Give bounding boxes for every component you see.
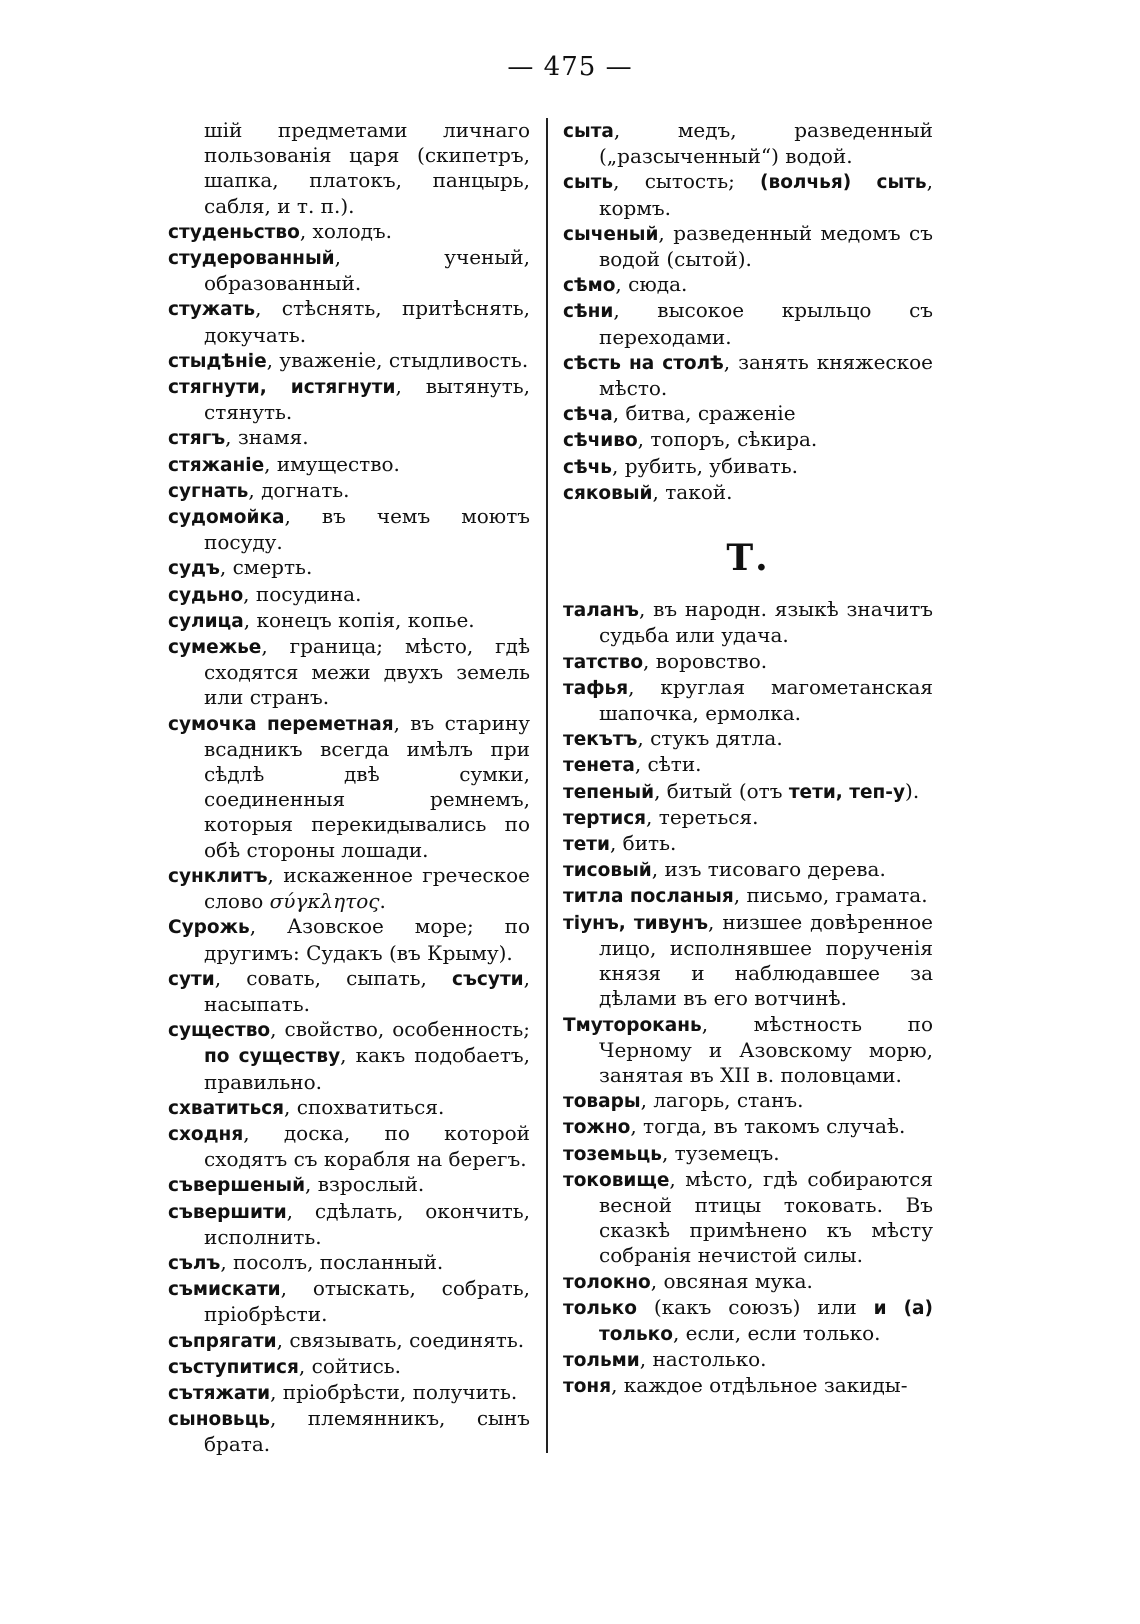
dictionary-entry bbox=[563, 1088, 933, 1114]
entry-subdefinition: , кормъ. bbox=[599, 169, 933, 220]
entry-subdefinition: , какъ подобаетъ, правильно. bbox=[204, 1043, 530, 1094]
dictionary-entry bbox=[168, 1121, 530, 1172]
entry-headword: толокно bbox=[563, 1271, 651, 1293]
column-divider bbox=[546, 118, 548, 1453]
entry-headword: татство bbox=[563, 651, 644, 673]
entry-definition: , тереться. bbox=[646, 804, 759, 829]
dictionary-entry bbox=[563, 480, 933, 506]
entry-definition: , вытянуть, стянуть. bbox=[204, 374, 530, 425]
dictionary-entry bbox=[563, 1012, 933, 1089]
right-column bbox=[563, 118, 933, 1400]
entry-headword: сугнать bbox=[168, 480, 249, 502]
entry-headword: съмискати bbox=[168, 1279, 281, 1301]
entry-headword: тенета bbox=[563, 755, 635, 777]
entry-headword: сѣмо bbox=[563, 275, 616, 297]
entry-definition: , пріобрѣсти, получить. bbox=[270, 1379, 518, 1404]
dictionary-entry bbox=[168, 478, 530, 504]
dictionary-entry bbox=[168, 1250, 530, 1276]
entry-headword: съпрягати bbox=[168, 1330, 277, 1352]
entry-definition: , высокое крыльцо съ переходами. bbox=[599, 298, 933, 349]
dictionary-entry bbox=[563, 726, 933, 752]
entry-headword: студеньство bbox=[168, 221, 300, 243]
dictionary-entry bbox=[168, 374, 530, 425]
dictionary-entry bbox=[168, 711, 530, 863]
entry-subdefinition: , насыпать. bbox=[204, 965, 530, 1016]
entry-definition: шій предметами личнаго пользованія царя (скипетръ, шапка, платокъ, панцырь, сабля, и т. п.). bbox=[204, 118, 530, 218]
entry-headword: сѣчиво bbox=[563, 430, 638, 452]
entry-definition: , круглая магометанская шапочка, ермолка. bbox=[599, 674, 933, 726]
entry-headword: таланъ bbox=[563, 600, 639, 622]
entry-definition: , настолько. bbox=[639, 1347, 767, 1372]
dictionary-entry bbox=[168, 118, 530, 219]
entry-definition: , искаженное греческое слово bbox=[204, 862, 530, 914]
entry-headword: сыта bbox=[563, 121, 614, 142]
entry-definition: , посудина. bbox=[243, 581, 362, 606]
entry-definition: , лагорь, станъ. bbox=[640, 1088, 804, 1113]
dictionary-entry bbox=[563, 454, 933, 480]
dictionary-entry bbox=[563, 831, 933, 857]
entry-definition: , мѣсто, гдѣ собираются весной птицы токовать. Въ сказкѣ примѣнено къ мѣсту собранія нечистой силы. bbox=[599, 1166, 933, 1268]
entry-headword: сумежье bbox=[168, 637, 262, 659]
entry-headword: студерованный bbox=[168, 248, 335, 270]
entry-headword: токовище bbox=[563, 1169, 670, 1191]
dictionary-entry bbox=[563, 118, 933, 169]
entry-headword: титла посланыя bbox=[563, 886, 734, 908]
entry-definition: , сѣти. bbox=[634, 752, 702, 777]
entry-headword: съвершити bbox=[168, 1201, 287, 1223]
dictionary-entry bbox=[168, 966, 530, 1017]
entry-definition: , сойтись. bbox=[298, 1353, 402, 1378]
entry-headword: сѣсть на столѣ bbox=[563, 352, 724, 374]
entry-subheadword: (волчья) сыть bbox=[760, 172, 927, 194]
entry-definition: , топоръ, сѣкира. bbox=[637, 427, 818, 452]
entry-definition: , воровство. bbox=[643, 648, 768, 673]
entry-headword: сътяжати bbox=[168, 1382, 271, 1404]
entry-definition: , взрослый. bbox=[305, 1172, 425, 1197]
entry-headword: Тмуторокань bbox=[563, 1014, 702, 1036]
dictionary-entry bbox=[563, 1114, 933, 1140]
entry-headword: сулица bbox=[168, 610, 244, 632]
entry-definition: , имущество. bbox=[264, 451, 400, 476]
entry-headword: тольми bbox=[563, 1350, 640, 1372]
entry-definition-tail: . bbox=[379, 889, 386, 914]
entry-headword: съступитися bbox=[168, 1356, 299, 1378]
entry-headword: сыченый bbox=[563, 223, 659, 245]
dictionary-entry bbox=[168, 452, 530, 478]
dictionary-entry bbox=[563, 883, 933, 909]
entry-headword: сѣча bbox=[563, 404, 613, 426]
entry-headword: тертися bbox=[563, 807, 647, 829]
dictionary-entry bbox=[563, 1347, 933, 1373]
entry-headword: Сурожь bbox=[168, 917, 250, 939]
entry-headword: тисовый bbox=[563, 860, 652, 882]
entry-headword: стягъ bbox=[168, 428, 226, 450]
dictionary-entry bbox=[563, 350, 933, 401]
dictionary-entry bbox=[168, 348, 530, 374]
entry-headword: тафья bbox=[563, 677, 629, 699]
entry-headword: сѣчь bbox=[563, 456, 612, 478]
entry-definition: , тогда, въ такомъ случаѣ. bbox=[630, 1114, 906, 1139]
entry-definition: , письмо, грамата. bbox=[733, 883, 928, 908]
entry-definition: , въ чемъ моютъ посуду. bbox=[204, 504, 530, 555]
entry-definition: , сюда. bbox=[615, 272, 688, 297]
dictionary-entry bbox=[563, 857, 933, 883]
dictionary-entry bbox=[563, 298, 933, 349]
entry-headword: сѣни bbox=[563, 301, 614, 323]
dictionary-entry bbox=[563, 649, 933, 675]
dictionary-entry bbox=[168, 582, 530, 608]
entry-definition: , сытость; bbox=[613, 169, 761, 194]
entry-definition: , свойство, особенность; bbox=[270, 1017, 530, 1042]
entry-subheadword: тети, теп-у bbox=[788, 781, 906, 803]
dictionary-entry bbox=[563, 1295, 933, 1347]
entry-subheadword: и (а) только bbox=[599, 1297, 933, 1345]
dictionary-entry bbox=[168, 1354, 530, 1380]
entry-headword: судъ bbox=[168, 558, 220, 580]
entry-definition: , совать, сыпать, bbox=[214, 965, 453, 990]
dictionary-entry bbox=[168, 1276, 530, 1327]
dictionary-entry bbox=[563, 675, 933, 726]
entry-headword: сунклитъ bbox=[168, 865, 268, 887]
entry-definition: , такой. bbox=[652, 479, 733, 504]
dictionary-entry bbox=[563, 779, 933, 805]
entry-headword: сълъ bbox=[168, 1252, 221, 1274]
entry-headword: тепеный bbox=[563, 781, 655, 803]
dictionary-entry bbox=[168, 1328, 530, 1354]
dictionary-entry bbox=[563, 805, 933, 831]
entry-headword: сыновьць bbox=[168, 1409, 271, 1431]
entry-definition: , туземецъ. bbox=[661, 1140, 780, 1165]
entry-definition: , рубить, убивать. bbox=[611, 453, 798, 478]
dictionary-entry bbox=[563, 1269, 933, 1295]
entry-definition: , знамя. bbox=[225, 425, 309, 450]
entry-definition: , каждое отдѣльное закиды- bbox=[611, 1373, 908, 1398]
entry-headword: текътъ bbox=[563, 729, 638, 751]
dictionary-entry bbox=[168, 634, 530, 711]
entry-definition: , спохватиться. bbox=[284, 1094, 445, 1119]
entry-definition: , занять княжеское мѣсто. bbox=[599, 349, 933, 401]
entry-subdefinition: , если, если только. bbox=[672, 1320, 881, 1345]
entry-definition: , доска, по которой сходятъ съ корабля на берегъ. bbox=[204, 1120, 530, 1172]
entry-headword: тіунъ, тивунъ bbox=[563, 912, 709, 934]
dictionary-entry bbox=[563, 221, 933, 272]
entry-definition: , сдѣлать, окончить, исполнить. bbox=[204, 1198, 530, 1249]
dictionary-entry bbox=[563, 1167, 933, 1269]
entry-definition: , стѣснять, притѣснять, докучать. bbox=[204, 296, 530, 347]
dictionary-entry bbox=[168, 914, 530, 965]
dictionary-entry bbox=[168, 1017, 530, 1095]
entry-headword: существо bbox=[168, 1020, 271, 1042]
entry-subheadword: по существу bbox=[204, 1046, 341, 1068]
dictionary-entry bbox=[168, 863, 530, 914]
entry-definition: , медъ, разведенный („разсыченный“) водой. bbox=[599, 118, 933, 169]
dictionary-entry bbox=[168, 1095, 530, 1121]
letter-heading: Т. bbox=[726, 537, 770, 580]
entry-headword: тоня bbox=[563, 1376, 612, 1398]
entry-definition: , въ старину всадникъ всегда имѣлъ при сѣдлѣ двѣ сумки, соединенныя ремнемъ, которыя перекидывались по обѣ стороны лошади. bbox=[204, 710, 530, 862]
dictionary-entry bbox=[563, 597, 933, 648]
right-column-bottom bbox=[563, 597, 933, 1399]
entry-headword: тожно bbox=[563, 1117, 631, 1139]
entry-definition: , догнать. bbox=[248, 477, 350, 502]
dictionary-entry bbox=[168, 296, 530, 347]
entry-definition: , разведенный медомъ съ водой (сытой). bbox=[599, 220, 933, 272]
entry-definition: (какъ союзъ) или bbox=[636, 1294, 874, 1319]
entry-headword: судьно bbox=[168, 584, 244, 606]
entry-headword: сути bbox=[168, 968, 215, 990]
entry-definition: , уваженіе, стыдливость. bbox=[266, 347, 529, 372]
dictionary-entry bbox=[168, 1406, 530, 1457]
left-column bbox=[168, 118, 530, 1458]
dictionary-entry bbox=[168, 245, 530, 296]
entry-definition: , связывать, соединять. bbox=[276, 1327, 525, 1352]
dictionary-entry bbox=[168, 1380, 530, 1406]
entry-headword: сумочка переметная bbox=[168, 713, 394, 735]
entry-definition: , холодъ. bbox=[299, 218, 393, 243]
dictionary-entry bbox=[168, 219, 530, 245]
entry-definition: , бить. bbox=[609, 831, 677, 856]
entry-headword: стыдѣніе bbox=[168, 350, 267, 372]
dictionary-entry bbox=[563, 752, 933, 778]
dictionary-entry bbox=[168, 555, 530, 581]
entry-definition: , мѣстность по Черному и Азовскому морю, занятая въ XII в. половцами. bbox=[599, 1011, 933, 1087]
entry-headword: стягнути, истягнути bbox=[168, 377, 396, 399]
dictionary-entry bbox=[563, 401, 933, 427]
entry-headword: тети bbox=[563, 834, 610, 856]
entry-subheadword: съсути bbox=[452, 968, 524, 990]
dictionary-entry bbox=[563, 910, 933, 1012]
right-column-top bbox=[563, 118, 933, 506]
entry-definition: , изъ тисоваго дерева. bbox=[651, 857, 886, 882]
entry-headword: сыть bbox=[563, 172, 614, 194]
page-number: — 475 — bbox=[507, 52, 633, 82]
entry-definition: , племянникъ, сынъ брата. bbox=[204, 1406, 530, 1457]
entry-definition: , граница; мѣсто, гдѣ сходятся межи двухъ земель или странъ. bbox=[204, 634, 530, 710]
entry-definition: , овсяная мука. bbox=[650, 1268, 813, 1293]
entry-headword: сходня bbox=[168, 1123, 244, 1145]
entry-definition: , смерть. bbox=[219, 555, 313, 580]
entry-headword: сяковый bbox=[563, 482, 653, 504]
entry-definition: , конецъ копія, копье. bbox=[243, 607, 475, 632]
dictionary-entry bbox=[563, 427, 933, 453]
dictionary-entry bbox=[168, 425, 530, 451]
dictionary-entry bbox=[563, 1373, 933, 1399]
greek-word: σύγκλητος bbox=[269, 889, 380, 914]
entry-definition: , въ народн. языкѣ значитъ судьба или удача. bbox=[599, 597, 933, 648]
entry-definition: , стукъ дятла. bbox=[637, 726, 783, 751]
entry-definition: , посолъ, посланный. bbox=[220, 1249, 444, 1274]
entry-definition: , ученый, образованный. bbox=[204, 245, 530, 296]
entry-headword: только bbox=[563, 1297, 637, 1319]
entry-headword: съвершеный bbox=[168, 1175, 306, 1197]
entry-subdefinition: ). bbox=[905, 778, 920, 803]
entry-headword: тоземьць bbox=[563, 1143, 662, 1165]
dictionary-entry bbox=[168, 1172, 530, 1198]
dictionary-entry bbox=[168, 608, 530, 634]
entry-definition: , отыскать, собрать, пріобрѣсти. bbox=[204, 1276, 530, 1327]
entry-headword: схватиться bbox=[168, 1097, 285, 1119]
entry-definition: , битый (отъ bbox=[654, 778, 789, 803]
dictionary-entry bbox=[563, 1141, 933, 1167]
entry-definition: , низшее довѣренное лицо, исполнявшее порученія князя и наблюдавшее за дѣлами въ его вотчинѣ. bbox=[599, 909, 933, 1011]
dictionary-entry bbox=[563, 169, 933, 220]
entry-headword: стужать bbox=[168, 299, 256, 321]
dictionary-entry bbox=[563, 272, 933, 298]
entry-definition: , битва, сраженіе bbox=[612, 401, 796, 426]
entry-headword: стяжаніе bbox=[168, 454, 265, 476]
entry-headword: судомойка bbox=[168, 507, 285, 529]
entry-definition: , Азовское море; по другимъ: Судакъ (въ Крыму). bbox=[204, 914, 530, 965]
entry-headword: товары bbox=[563, 1091, 641, 1113]
dictionary-entry bbox=[168, 504, 530, 555]
dictionary-entry bbox=[168, 1199, 530, 1250]
